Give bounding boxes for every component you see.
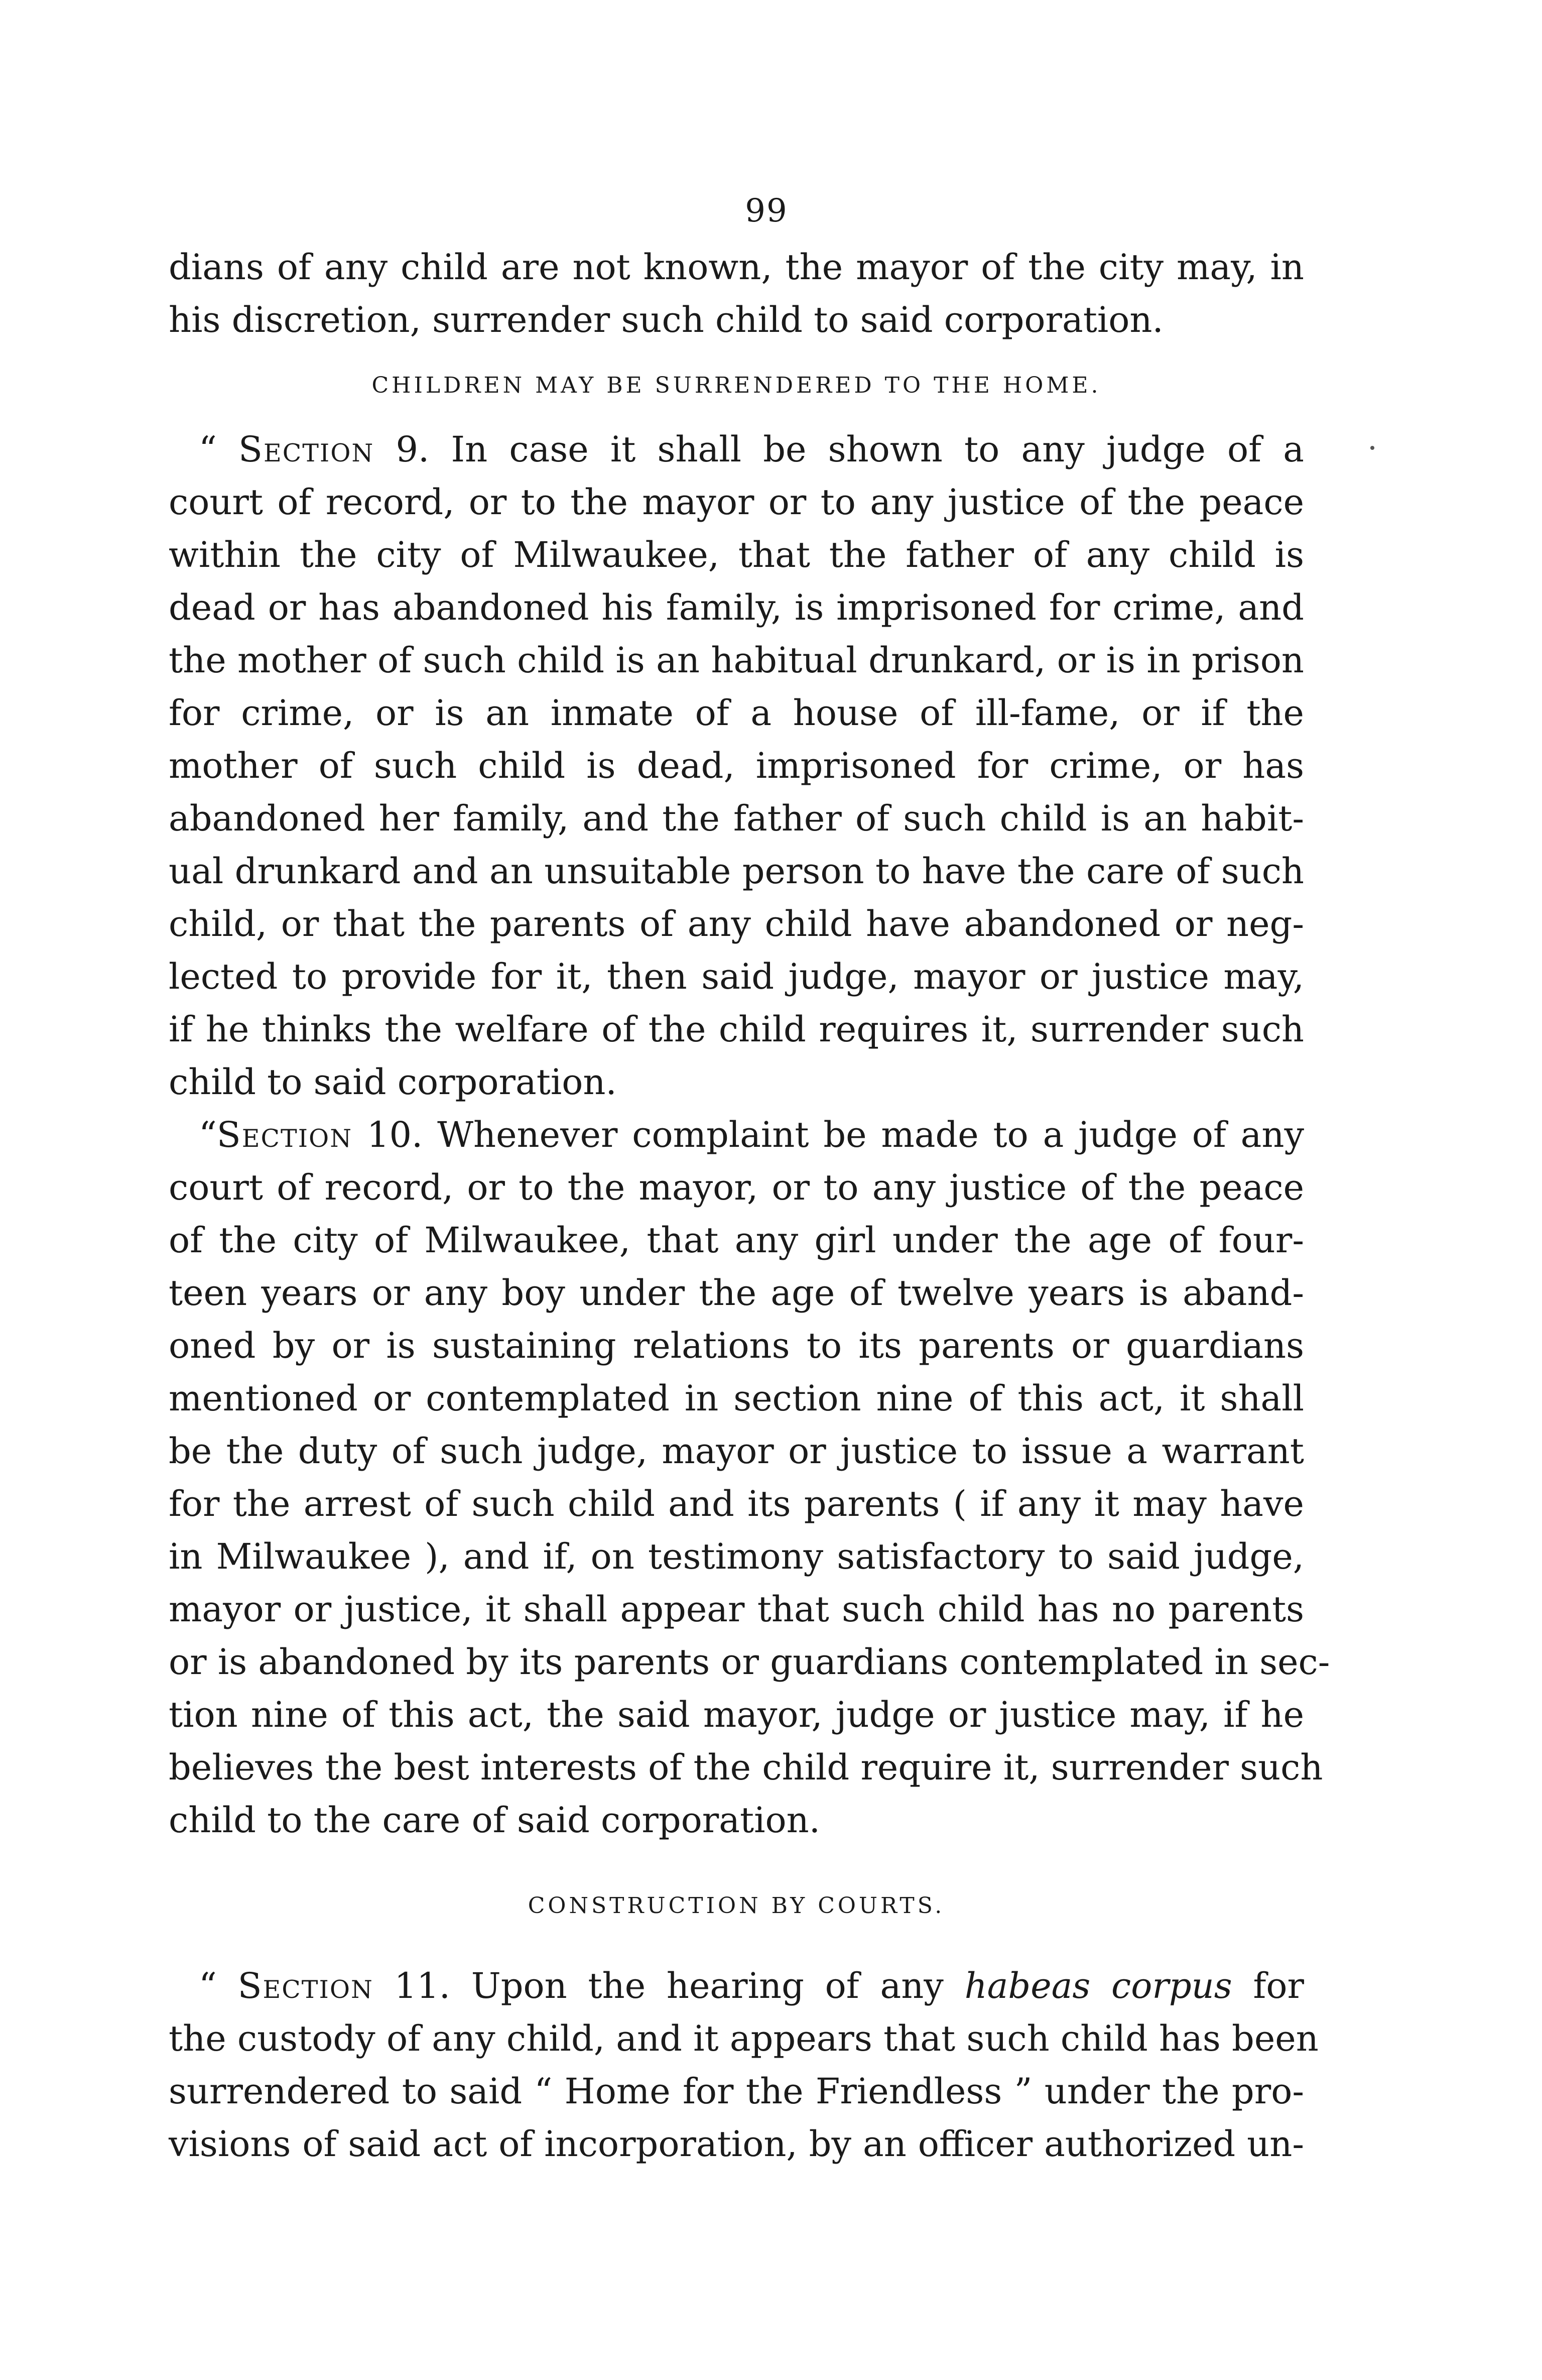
first-line-text: Upon the hearing of any — [471, 1965, 944, 2006]
section-label: Section — [216, 1114, 353, 1155]
section-9-paragraph — [169, 423, 1304, 1109]
text-line: or is abandoned by its parents or guardians contemplated in sec- — [169, 1641, 1330, 1683]
text-line: his discretion, surrender such child to said corporation. — [169, 299, 1164, 340]
text-line: mentioned or contemplated in section nine of this act, it shall — [169, 1378, 1304, 1419]
text-line: within the city of Milwaukee, that the father of any child is — [169, 534, 1304, 575]
first-line-text: In case it shall be shown to any judge of a — [451, 429, 1304, 470]
section-label: Section — [237, 1965, 373, 2006]
page-number: 99 — [745, 192, 788, 229]
text-line: mayor or justice, it shall appear that such child has no parents — [169, 1589, 1304, 1630]
text-line: child to said corporation. — [169, 1061, 617, 1103]
text-line: court of record, or to the mayor, or to any justice of the peace — [169, 1167, 1304, 1208]
opening-paragraph — [169, 241, 1304, 346]
text-line: for crime, or is an inmate of a house of ill-fame, or if the — [169, 692, 1304, 734]
section-label: Section — [238, 429, 374, 470]
document-page — [169, 191, 1330, 2171]
section-number: 11. — [394, 1965, 450, 2006]
open-quote: “ — [199, 429, 217, 470]
text-line: tion nine of this act, the said mayor, judge or justice may, if he — [169, 1694, 1304, 1735]
text-line: visions of said act of incorporation, by an officer authorized un- — [169, 2123, 1304, 2165]
section-number: 9. — [396, 429, 430, 470]
text-line: surrendered to said “ Home for the Friendless ” under the pro- — [169, 2071, 1304, 2112]
text-line: abandoned her family, and the father of such child is an habit- — [169, 798, 1304, 839]
text-line: the custody of any child, and it appears that such child has been — [169, 2018, 1319, 2059]
text-line: child, or that the parents of any child have abandoned or neg- — [169, 903, 1304, 944]
text-line: the mother of such child is an habitual drunkard, or is in prison — [169, 640, 1304, 681]
first-line-text: Whenever complaint be made to a judge of any — [437, 1114, 1304, 1155]
text-line: if he thinks the welfare of the child requires it, surrender such — [169, 1009, 1304, 1050]
section-11-first-line — [169, 1960, 1304, 2012]
first-line-end: for — [1253, 1965, 1304, 2006]
open-quote: “ — [199, 1965, 217, 2006]
section-number: 10. — [366, 1114, 423, 1155]
scan-speck — [1370, 446, 1374, 450]
text-line: mother of such child is dead, imprisoned for crime, or has — [169, 745, 1304, 786]
italic-term: habeas corpus — [964, 1965, 1232, 2006]
text-line: dead or has abandoned his family, is imprisoned for crime, and — [169, 587, 1304, 628]
text-line: in Milwaukee ), and if, on testimony satisfactory to said judge, — [169, 1536, 1304, 1577]
text-line: court of record, or to the mayor or to any justice of the peace — [169, 482, 1304, 523]
text-line: oned by or is sustaining relations to its parents or guardians — [169, 1325, 1304, 1366]
text-line: be the duty of such judge, mayor or justice to issue a warrant — [169, 1431, 1304, 1472]
section-11-paragraph — [169, 1960, 1319, 2171]
text-line: lected to provide for it, then said judge, mayor or justice may, — [169, 956, 1304, 997]
section-10-first-line — [169, 1109, 1304, 1161]
text-line: believes the best interests of the child require it, surrender such — [169, 1747, 1323, 1788]
text-line: dians of any child are not known, the mayor of the city may, in — [169, 247, 1304, 288]
section-heading-construction-by-courts: CONSTRUCTION BY COURTS. — [528, 1893, 945, 1919]
text-line: for the arrest of such child and its parents ( if any it may have — [169, 1483, 1304, 1524]
text-line: of the city of Milwaukee, that any girl under the age of four- — [169, 1220, 1304, 1261]
text-line: teen years or any boy under the age of twelve years is aband- — [169, 1272, 1304, 1314]
text-line: ual drunkard and an unsuitable person to have the care of such — [169, 851, 1304, 892]
open-quote: “ — [199, 1114, 217, 1155]
section-9-first-line — [169, 423, 1304, 476]
section-heading-children-surrendered: CHILDREN MAY BE SURRENDERED TO THE HOME. — [371, 373, 1101, 398]
section-10-paragraph — [169, 1109, 1330, 1847]
text-line: child to the care of said corporation. — [169, 1800, 820, 1841]
